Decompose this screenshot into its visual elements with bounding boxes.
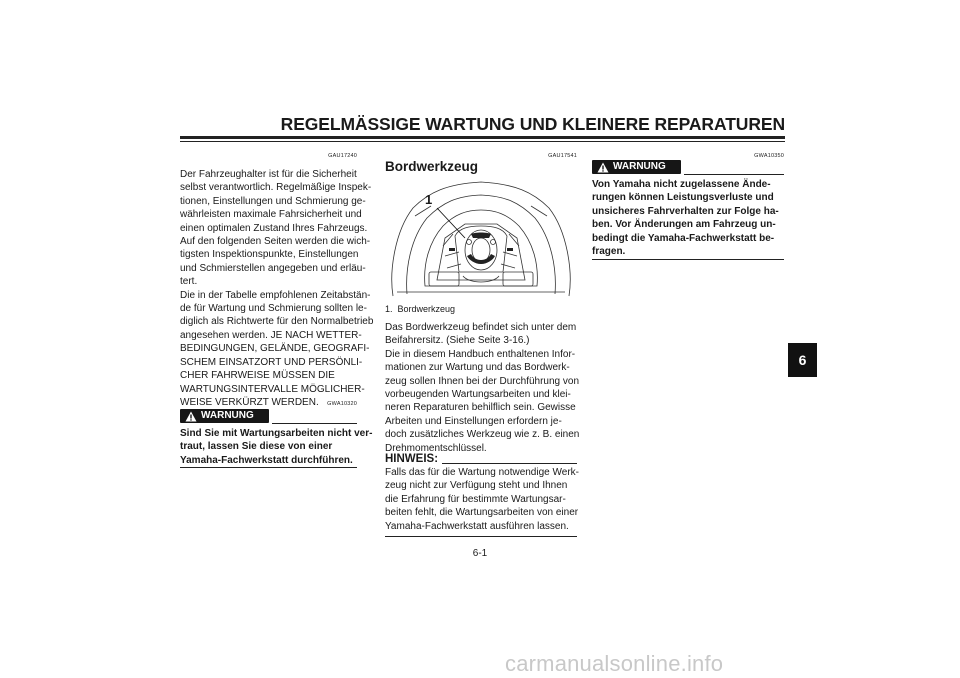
warning-label: WARNUNG: [613, 161, 666, 172]
intro-paragraph: Der Fahrzeughalter ist für die Sicherheit selbst verantwortlich. Regelmäßige Inspek- tionen, Einstellungen und Schmierung ge- währleisten maximale Fahrsicherheit und einen optimalen Zustand Ihres Fahrzeugs. Auf den folgenden Seiten werden die wich- tigsten Inspektionspunkte, Einstellungen und Schmierstellen angegeben und erläu- tert. Die in der Tabelle empfohlenen Zeitabstän- de für Wartung und Schmierung sollten le- diglich als Richtwerte für den Normalbetrieb angesehen werden. JE NACH WETTER- BEDINGUNGEN, GELÄNDE, GEOGRAFI- SCHEM EINSATZORT UND PERSÖNLI- CHER FAHRWEISE MÜSSEN DIE WARTUNGSINTERVALLE MÖGLICHER- WEISE VERKÜRZT WERDEN.: [180, 169, 374, 408]
page-number: 6-1: [472, 548, 488, 559]
warning-end-rule: [180, 467, 357, 468]
title-rule-thick: [180, 136, 785, 139]
warning-triangle-icon: [185, 411, 197, 422]
warning-end-rule: [592, 259, 784, 260]
warning-text: Sind Sie mit Wartungsarbeiten nicht ver- traut, lassen Sie diese von einer Yamaha-Fachwerkstatt durchführen.: [180, 428, 373, 466]
warning-badge: [180, 409, 269, 423]
warning-rule: [272, 423, 357, 424]
warning-badge: [592, 160, 681, 174]
callout-number: 1: [425, 192, 433, 207]
note-rule: [442, 463, 577, 464]
title-rule-thin: [180, 141, 785, 142]
warning-rule: [684, 174, 784, 175]
warning-code: GWA10350: [754, 153, 784, 159]
section-heading: Bordwerkzeug: [385, 159, 479, 174]
section-code: GAU17541: [548, 153, 577, 159]
figure-caption: 1. Bordwerkzeug: [385, 304, 456, 314]
warning-triangle-icon: [597, 162, 609, 173]
note-heading: HINWEIS:: [385, 453, 439, 465]
chapter-tab: 6: [788, 343, 817, 377]
section-code: GAU17240: [328, 153, 357, 159]
warning-text: Von Yamaha nicht zugelassene Ände- rungen können Leistungsverluste und unsicheres Fahrverhalten zur Folge ha- ben. Vor Änderungen am Fahrzeug un- bedingt die Yamaha-Fachwerkstatt be- fragen.: [592, 179, 779, 258]
toolkit-paragraph: Das Bordwerkzeug befindet sich unter dem Beifahrersitz. (Siehe Seite 3-16.) Die in diesem Handbuch enthaltenen Infor- mationen zur Wartung und das Bordwerk- zeug sollen Ihnen bei der Durchführung von vorbeugenden Wartungsarbeiten und klei- neren Reparaturen behilflich sein. Gewisse Arbeiten und Einstellungen erfordern je- doch zusätzliches Werkzeug wie z. B. einen Drehmomentschlüssel.: [385, 322, 580, 454]
warning-code: GWA10320: [327, 401, 357, 407]
page-title: REGELMÄSSIGE WARTUNG UND KLEINERE REPARATUREN: [280, 114, 785, 134]
warning-label: WARNUNG: [201, 410, 254, 421]
note-text: Falls das für die Wartung notwendige Werk- zeug nicht zur Verfügung steht und Ihnen die Erfahrung für bestimmte Wartungsar- beiten fehlt, die Wartungsarbeiten von einer Yamaha-Fachwerkstatt ausführen lassen.: [385, 467, 579, 532]
toolkit-illustration: [385, 176, 577, 300]
note-end-rule: [385, 536, 577, 537]
watermark: carmanualsonline.info: [505, 651, 724, 676]
